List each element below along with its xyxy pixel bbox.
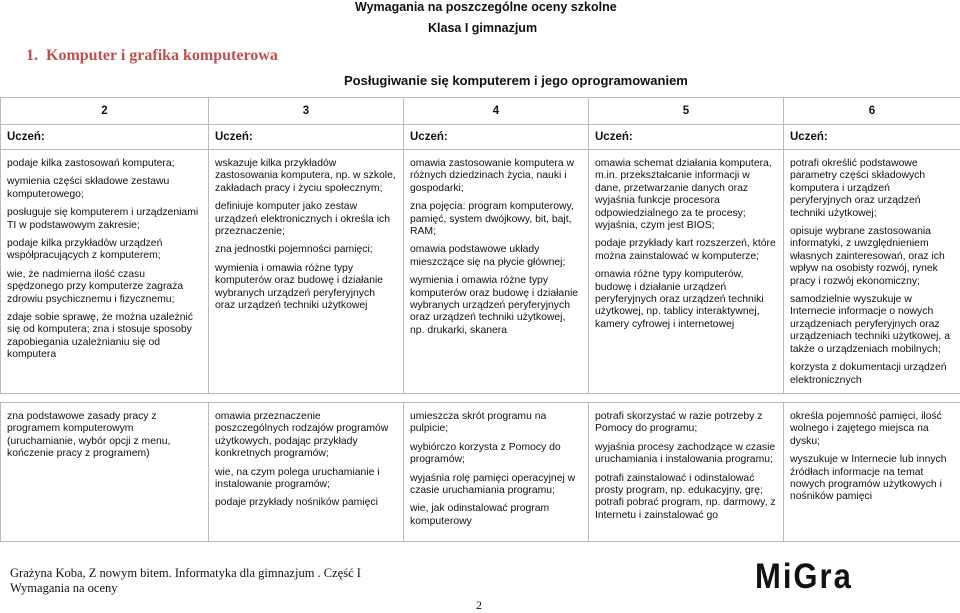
requirement-item: podaje przykłady nośników pamięci [215,497,397,509]
row-spacer [1,393,960,402]
requirement-item: wyszukuje w Internecie lub innych źródłach informacje na temat nowych programów użytkowych i nośników pamięci [790,454,954,504]
student-label: Uczeń: [1,125,209,150]
class-label: Klasa I gimnazjum [428,21,537,35]
requirement-item: potrafi zainstalować i odinstalować prosty program, np. edukacyjny, grę; potrafi pobrać program, np. darmowy, z Internetu i zainstalować go [595,473,777,523]
requirement-item: omawia zastosowanie komputera w różnych dziedzinach życia, nauki i gospodarki; [410,158,582,195]
requirement-item: wyjaśnia rolę pamięci operacyjnej w czasie uruchamiania programu; [410,473,582,498]
requirements-row [1,150,960,394]
section-number: 1. [26,47,38,65]
requirement-item: podaje kilka zastosowań komputera; [7,158,202,170]
grade-cell: 5 [589,98,784,125]
requirement-item: podaje przykłady kart rozszerzeń, które można zainstalować w komputerze; [595,238,777,263]
section-heading [26,47,278,65]
requirement-item: określa pojemność pamięci, ilość wolnego i zajętego miejsca na dysku; [790,411,954,448]
requirement-item: zna pojęcia: program komputerowy, pamięć, system dwójkowy, bit, bajt, RAM; [410,201,582,238]
requirement-item: umieszcza skrót programu na pulpicie; [410,411,582,436]
requirement-item: potrafi określić podstawowe parametry części składowych komputera i urządzeń peryferyjnych oraz urządzeń techniki użytkowej; [790,158,954,220]
requirement-cell [404,402,589,541]
student-label-row [1,125,960,150]
section-title: Komputer i grafika komputerowa [46,47,278,65]
requirement-item: omawia schemat działania komputera, m.in. przekształcanie informacji w dane, przetwarzanie danych oraz wyjaśnia funkcje procesora odpowiedzialnego za te procesy; wyjaśnia, czym jest BIOS; [595,158,777,232]
requirements-row [1,402,960,541]
grade-cell: 4 [404,98,589,125]
requirement-cell [404,150,589,394]
requirement-item: wymienia części składowe zestawu komputerowego; [7,176,202,201]
student-label: Uczeń: [784,125,960,150]
requirement-cell [784,402,960,541]
requirement-cell [589,402,784,541]
requirement-cell [1,402,209,541]
student-label: Uczeń: [209,125,404,150]
grade-header-row [1,98,960,125]
requirements-table [0,97,960,542]
requirement-item: wie, jak odinstalować program komputerowy [410,503,582,528]
requirement-item: wymienia i omawia różne typy komputerów oraz budowę i działanie wybranych urządzeń peryferyjnych oraz urządzeń techniki użytkowej, np. drukarki, skanera [410,275,582,337]
requirement-item: wymienia i omawia różne typy komputerów oraz budowę i działanie wybranych urządzeń peryferyjnych oraz urządzeń techniki użytkowej [215,263,397,313]
requirement-item: zdaje sobie sprawę, że można uzależnić się od komputera; zna i stosuje sposoby zapobiegania uzależnianiu się od komputera [7,312,202,362]
requirement-item: definiuje komputer jako zestaw urządzeń elektronicznych i określa ich przeznaczenie; [215,201,397,238]
requirement-item: posługuje się komputerem i urządzeniami TI w podstawowym zakresie; [7,207,202,232]
student-label: Uczeń: [589,125,784,150]
requirement-item: zna podstawowe zasady pracy z programem komputerowym (uruchamianie, wybór opcji z menu, kończenie pracy z programem) [7,411,202,461]
requirement-cell [589,150,784,394]
requirement-item: omawia różne typy komputerów, budowę i działanie urządzeń peryferyjnych oraz urządzeń techniki użytkowej, np. tablicy interaktywnej, kamery cyfrowej i internetowej [595,269,777,331]
requirement-item: podaje kilka przykładów urządzeń współpracujących z komputerem; [7,238,202,263]
requirement-cell [209,150,404,394]
requirement-cell [784,150,960,394]
grade-cell: 6 [784,98,960,125]
section-subtitle: Posługiwanie się komputerem i jego oprogramowaniem [344,73,688,88]
requirement-item: samodzielnie wyszukuje w Internecie informacje o nowych urządzeniach peryferyjnych oraz urządzeniach techniki użytkowej, a także o urządzeniach mobilnych; [790,294,954,356]
grade-cell: 2 [1,98,209,125]
requirement-item: zna jednostki pojemności pamięci; [215,244,397,256]
requirement-item: omawia przeznaczenie poszczególnych rodzajów programów użytkowych, podając przykłady konkretnych programów; [215,411,397,461]
requirement-item: wie, na czym polega uruchamianie i instalowanie programów; [215,467,397,492]
footer-citation [10,566,361,596]
requirement-cell [1,150,209,394]
requirement-item: potrafi skorzystać w razie potrzeby z Pomocy do programu; [595,411,777,436]
requirement-item: opisuje wybrane zastosowania informatyki, z uwzględnieniem własnych zainteresowań, oraz ich wpływ na osobisty rozwój, rynek pracy i rozwój ekonomiczny; [790,226,954,288]
citation-line: Wymagania na oceny [10,581,361,596]
requirement-item: korzysta z dokumentacji urządzeń elektronicznych [790,362,954,387]
requirement-item: wybiórczo korzysta z Pomocy do programów; [410,442,582,467]
requirement-item: wie, że nadmierna ilość czasu spędzonego przy komputerze zagraża zdrowiu psychicznemu i fizycznemu; [7,269,202,306]
requirement-cell [209,402,404,541]
migra-logo: MiGra [755,556,853,597]
citation-line: Grażyna Koba, Z nowym bitem. Informatyka dla gimnazjum . Część I [10,566,361,581]
document-title: Wymagania na poszczególne oceny szkolne [355,0,617,14]
requirement-item: wyjaśnia procesy zachodzące w czasie uruchamiania i instalowania programu; [595,442,777,467]
requirement-item: wskazuje kilka przykładów zastosowania komputera, np. w szkole, zakładach pracy i życiu społecznym; [215,158,397,195]
student-label: Uczeń: [404,125,589,150]
page-number: 2 [476,598,482,613]
grade-cell: 3 [209,98,404,125]
requirement-item: omawia podstawowe układy mieszczące się na płycie głównej; [410,244,582,269]
